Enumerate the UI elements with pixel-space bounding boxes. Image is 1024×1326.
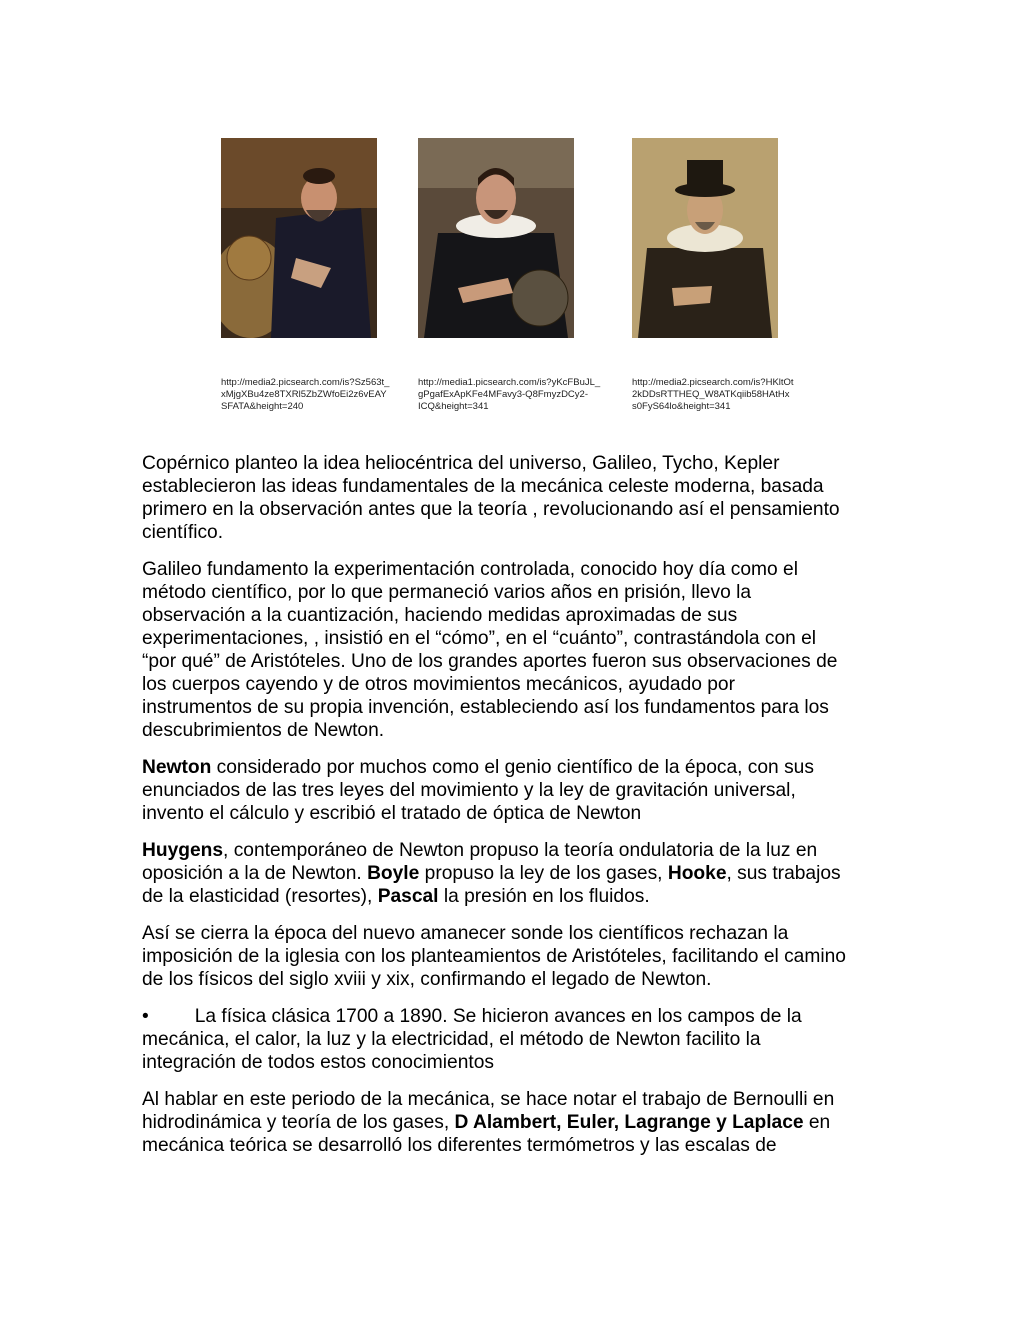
text-line: científico.: [142, 522, 224, 543]
text-line: imposición de la iglesia con los planteamientos de Aristóteles, facilitando el camino: [142, 946, 846, 967]
portrait-image-2: [418, 138, 574, 338]
text-line: [142, 839, 887, 862]
paragraph-newton: [142, 756, 887, 825]
text-line: instrumentos de su propia invención, estableciendo así los fundamentos para los: [142, 697, 829, 718]
bullet-item-fisica-clasica: [142, 1005, 887, 1074]
caption-line: http://media2.picsearch.com/is?Sz563t_: [221, 377, 390, 388]
text-line: primero en la observación antes que la teoría , revolucionando así el pensamiento: [142, 499, 840, 520]
caption-line: s0FyS64lo&height=341: [632, 401, 731, 412]
text-line: [142, 1005, 887, 1028]
bold-term: D Alambert, Euler, Lagrange y Laplace: [454, 1112, 804, 1133]
caption-line: http://media2.picsearch.com/is?HKltOt: [632, 377, 794, 388]
text-line: [142, 862, 887, 885]
text-run: hidrodinámica y teoría de los gases,: [142, 1112, 455, 1133]
text-run: propuso la ley de los gases,: [419, 863, 668, 884]
text-line: establecieron las ideas fundamentales de la mecánica celeste moderna, basada: [142, 476, 824, 497]
text-line: Galileo fundamento la experimentación controlada, conocido hoy día como el: [142, 559, 798, 580]
text-line: los cuerpos cayendo y de otros movimientos mecánicos, ayudado por: [142, 674, 735, 695]
text-line: Copérnico planteo la idea heliocéntrica del universo, Galileo, Tycho, Kepler: [142, 453, 780, 474]
text-line: mecánica, el calor, la luz y la electricidad, el método de Newton facilito la: [142, 1029, 761, 1050]
bold-term: Pascal: [377, 886, 439, 907]
bold-term: Hooke: [667, 863, 727, 884]
text-line: Al hablar en este periodo de la mecánica, se hace notar el trabajo de Bernoulli en: [142, 1089, 835, 1110]
text-line: observación a la cuantización, haciendo medidas aproximadas de sus: [142, 605, 738, 626]
text-line: “por qué” de Aristóteles. Uno de los grandes aportes fueron sus observaciones de: [142, 651, 838, 672]
text-line: [142, 1111, 887, 1134]
text-run: en: [803, 1112, 831, 1133]
text-line: Así se cierra la época del nuevo amanecer sonde los científicos rechazan la: [142, 923, 789, 944]
text-line: [142, 885, 887, 908]
text-line: de los físicos del siglo xviii y xix, confirmando el legado de Newton.: [142, 969, 712, 990]
text-line: invento el cálculo y escribió el tratado de óptica de Newton: [142, 803, 642, 824]
paragraph-copernico: [142, 452, 887, 544]
bold-term: Newton: [142, 757, 212, 778]
caption-line: gPgafExApKFe4MFavy3-Q8FmyzDCy2-: [418, 389, 588, 400]
text-run: considerado por muchos como el genio científico de la época, con sus: [211, 757, 814, 778]
text-line: mecánica teórica se desarrolló los diferentes termómetros y las escalas de: [142, 1135, 777, 1156]
text-line: enunciados de las tres leyes del movimiento y la ley de gravitación universal,: [142, 780, 796, 801]
caption-line: SFATA&height=240: [221, 401, 304, 412]
text-line: experimentaciones, , insistió en el “cómo”, en el “cuánto”, contrastándola con el: [142, 628, 817, 649]
caption-line: 2kDDsRTTHEQ_W8ATKqiib58HAtHx: [632, 389, 790, 400]
caption-line: http://media1.picsearch.com/is?yKcFBuJL_: [418, 377, 601, 388]
bold-term: Huygens: [142, 840, 224, 861]
paragraph-galileo: [142, 558, 887, 742]
paragraph-epoca: [142, 922, 887, 991]
text-line: integración de todos estos conocimientos: [142, 1052, 494, 1073]
bullet-icon: •: [142, 1006, 149, 1027]
caption-line: ICQ&height=341: [418, 401, 489, 412]
text-run: de la elasticidad (resortes),: [142, 886, 378, 907]
text-run: , sus trabajos: [726, 863, 841, 884]
text-line: descubrimientos de Newton.: [142, 720, 385, 741]
bold-term: Boyle: [367, 863, 420, 884]
text-line: método científico, por lo que permaneció varios años en prisión, llevo la: [142, 582, 752, 603]
paragraph-mecanica: [142, 1088, 887, 1157]
caption-line: xMjgXBu4ze8TXRl5ZbZWfoEi2z6vEAY: [221, 389, 387, 400]
image-caption-2: [418, 377, 600, 413]
text-run: oposición a la de Newton.: [142, 863, 368, 884]
text-run: la presión en los fluidos.: [438, 886, 650, 907]
document-body: [142, 452, 887, 1171]
text-run: La física clásica 1700 a 1890. Se hicieron avances en los campos de la: [194, 1006, 802, 1027]
text-run: , contemporáneo de Newton propuso la teoría ondulatoria de la luz en: [223, 840, 818, 861]
paragraph-huygens: [142, 839, 887, 908]
portrait-image-3: [632, 138, 778, 338]
text-line: [142, 756, 887, 779]
image-caption-3: [632, 377, 794, 413]
portrait-image-1: [221, 138, 377, 338]
image-caption-1: [221, 377, 389, 413]
